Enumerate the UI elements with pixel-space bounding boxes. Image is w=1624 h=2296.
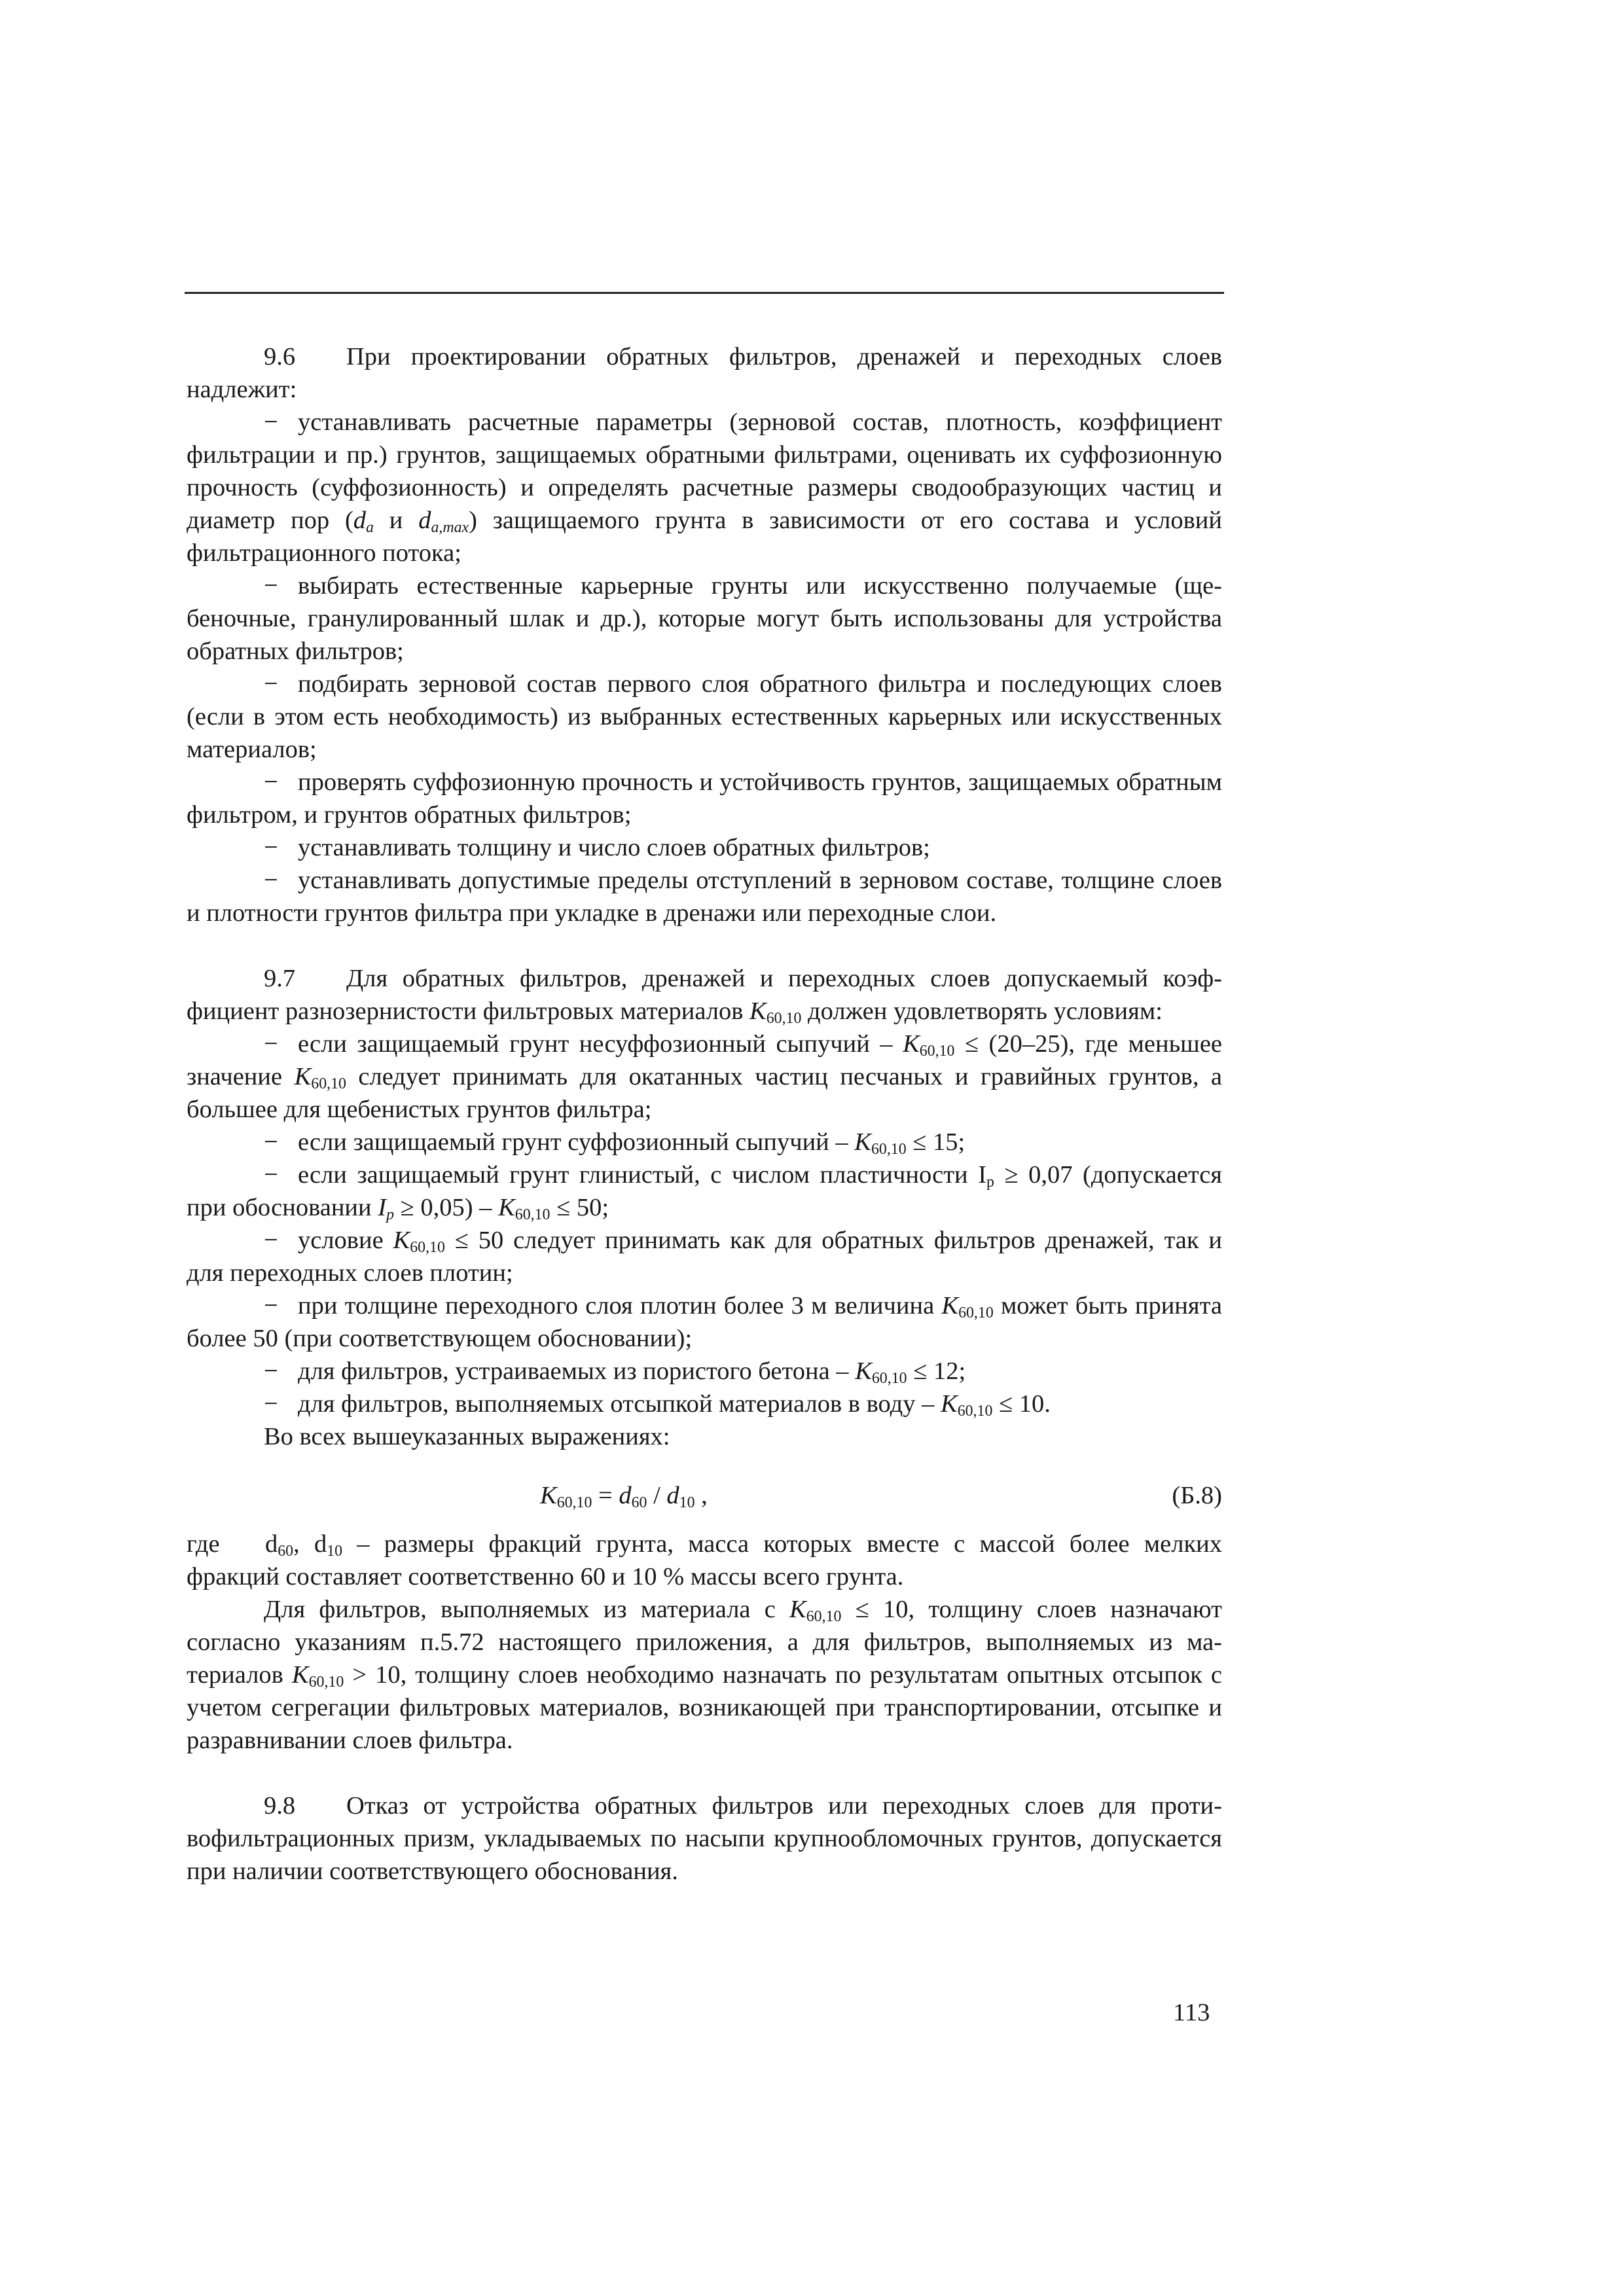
page-body: [187, 340, 1222, 1888]
list-item: − при толщине переходного слоя плотин более 3 м величина $K_{60,10}$ может быть принята более 50 (при соответствующем обосновании);: [187, 1292, 1222, 1352]
list-item: − для фильтров, устраиваемых из пористого бетона – $K_{60,10} \le 12$;: [264, 1357, 966, 1387]
paragraph: Для фильтров, выполняемых из материала с $K_{60,10} \le 10$, толщину слоев назначают согласно указаниям п.5.72 настоящего приложения, а для фильтров, выполняемых из материалов $K_{60,10} > 10$, толщину слоев необходимо назначать по результатам опытных отсыпок с учетом сегрегации фильтровых материалов, возникающей при транспортировании, отсыпке и разравнивании слоев фильтра.: [187, 1596, 1222, 1754]
list-item: − устанавливать допустимые пределы отступлений в зерновом составе, толщине слоев и плотности грунтов фильтра при укладке в дренажи или переходные слои.: [187, 867, 1222, 927]
list-item: − если защищаемый грунт суффозионный сыпучий – $K_{60,10} \le 15$;: [264, 1128, 965, 1158]
paragraph-gap: [187, 929, 1222, 962]
section-9-8: 9.8 Отказ от устройства обратных фильтров или переходных слоев для противофильтрационных призм, укладываемых по насыпи крупнообломочных грунтов, допускается при наличии соответствующего обоснования.: [187, 1789, 1222, 1888]
list-item: − устанавливать расчетные параметры (зерновой состав, плотность, коэффициент фильтрации и пр.) грунтов, защищаемых обратными фильтрами, оценивать их суффозионную прочность (суффозионность) и определять расчетные размеры сводообразующих частиц и диаметр пор ($d_a$ и $d_{a,max}$) защищаемого грунта в зависимости от его состава и условий фильтрационного потока;: [187, 408, 1223, 567]
formula-number: (Б.8): [1172, 1482, 1222, 1509]
list-item: − условие $K_{60,10} \le 50$ следует принимать как для обратных фильтров дренажей, так и для переходных слоев плотин;: [187, 1227, 1222, 1287]
formula-b8: [187, 1473, 1222, 1518]
list-item: − для фильтров, выполняемых отсыпкой материалов в воду – $K_{60,10} \le 10$.: [264, 1390, 1051, 1420]
header-rule: [185, 292, 1224, 294]
list-item: − выбирать естественные карьерные грунты или искусственно получаемые (щебеночные, гранулированный шлак и др.), которые могут быть использованы для устройства обратных фильтров;: [187, 572, 1222, 665]
list-item: − устанавливать толщину и число слоев обратных фильтров;: [264, 834, 930, 861]
paragraph: Во всех вышеуказанных выражениях:: [264, 1423, 670, 1450]
formula-explanation: где $d_{60}$, $d_{10}$ – размеры фракций грунта, масса которых вместе с массой более мелких фракций составляет соответственно 60 и 10 % массы всего грунта.: [187, 1530, 1222, 1590]
section-9-6-intro: 9.6 При проектировании обратных фильтров, дренажей и переходных слоев надлежит:: [187, 340, 1222, 406]
list-item: − подбирать зерновой состав первого слоя обратного фильтра и последующих слоев (если в этом есть необходимость) из выбранных естественных карьерных или искусственных материалов;: [187, 670, 1222, 763]
paragraph-gap: [187, 1757, 1222, 1789]
list-item: − проверять суффозионную прочность и устойчивость грунтов, защищаемых обратным фильтром, и грунтов обратных фильтров;: [187, 768, 1222, 829]
list-item: − если защищаемый грунт глинистый, с числом пластичности $I_p \ge 0,07$ (допускается при обосновании $I_p \ge 0,05) - K_{60,10} \le 50$;: [187, 1161, 1222, 1223]
section-number: 9.7: [264, 965, 296, 992]
section-number: 9.8: [264, 1792, 296, 1820]
formula-expression: $K_{60,10} = d_{60} / d_{10}$ ,: [540, 1482, 708, 1511]
page-number: 113: [1173, 1999, 1210, 2026]
section-number: 9.6: [264, 343, 296, 370]
list-item: − если защищаемый грунт несуффозионный сыпучий – $K_{60,10} \le (20-25)$, где меньшее значение $K_{60,10}$ следует принимать для окатанных частиц песчаных и гравийных грунтов, а большее для щебенистых грунтов фильтра;: [187, 1030, 1222, 1123]
section-9-7-intro: 9.7 Для обратных фильтров, дренажей и переходных слоев допускаемый коэффициент разнозернистости фильтровых материалов $K_{60,10}$ должен удовлетворять условиям:: [187, 962, 1222, 1028]
